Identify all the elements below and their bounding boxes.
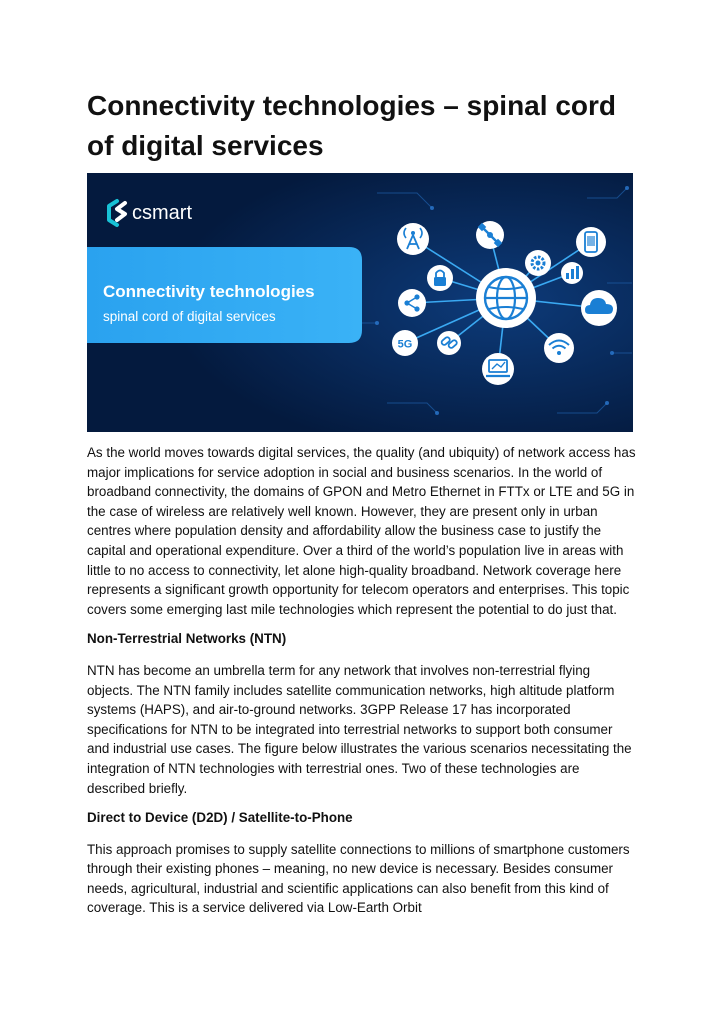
- mobile-phone-icon: [576, 227, 606, 257]
- section-body-d2d: This approach promises to supply satellite connections to millions of smartphone customers through their existing phones – meaning, no new device is necessary. Besides consumer needs, agricultural, industrial and scientific applications can also benefit from this kind of coverage. This is a service delivered via Low-Earth Orbit: [87, 841, 630, 916]
- section-body-ntn: NTN has become an umbrella term for any network that involves non-terrestrial flying objects. The NTN family includes satellite communication networks, high altitude platform systems (HAPS), and air-to-ground networks. 3GPP Release 17 has incorporated specifications for NTN to be integrated into terrestrial networks to support both consumer and industrial use cases. The figure below illustrates the various scenarios necessitating the integration of NTN technologies with terrestrial ones. Two of these technologies are described briefly.: [87, 662, 632, 796]
- section-heading-d2d: Direct to Device (D2D) / Satellite-to-Phone: [87, 810, 353, 826]
- globe-icon: [476, 268, 536, 328]
- article-body: [87, 443, 637, 928]
- article-title: Connectivity technologies – spinal cord of digital services: [87, 90, 616, 161]
- satellite-icon: [476, 221, 504, 249]
- share-icon: [398, 289, 426, 317]
- gear-icon: [525, 250, 551, 276]
- intro-paragraph: As the world moves towards digital services, the quality (and ubiquity) of network access has major implications for service adoption in social and business scenarios. In the world of broadband connectivity, the domains of GPON and Metro Ethernet in FTTx or LTE and 5G in the case of wireless are relatively well known. However, they are present only in urban centres where population density and affordability allow the business case to justify the capital and operational expenditure. Over a third of the world’s population live in areas with little to no access to connectivity, let alone high-quality broadband. Network coverage here represents a significant growth opportunity for telecom operators and enterprises. This topic covers some emerging last mile technologies which represent the potential to do just that.: [87, 445, 636, 617]
- bar-chart-icon: [561, 262, 583, 284]
- 5g-badge-icon: [392, 330, 418, 356]
- antenna-tower-icon: [397, 223, 429, 255]
- banner-subheadline: spinal cord of digital services: [103, 309, 276, 324]
- banner-headline: Connectivity technologies: [103, 282, 315, 301]
- lock-icon: [427, 265, 453, 291]
- brand-name: csmart: [132, 202, 192, 224]
- section-heading-ntn: Non-Terrestrial Networks (NTN): [87, 631, 287, 647]
- 5g-label: 5G: [397, 338, 413, 351]
- cloud-icon: [581, 290, 617, 326]
- hero-banner: [87, 173, 633, 432]
- banner-graphic: [87, 173, 633, 432]
- chain-link-icon: [437, 331, 461, 355]
- laptop-icon: [482, 353, 514, 385]
- wifi-icon: [544, 333, 574, 363]
